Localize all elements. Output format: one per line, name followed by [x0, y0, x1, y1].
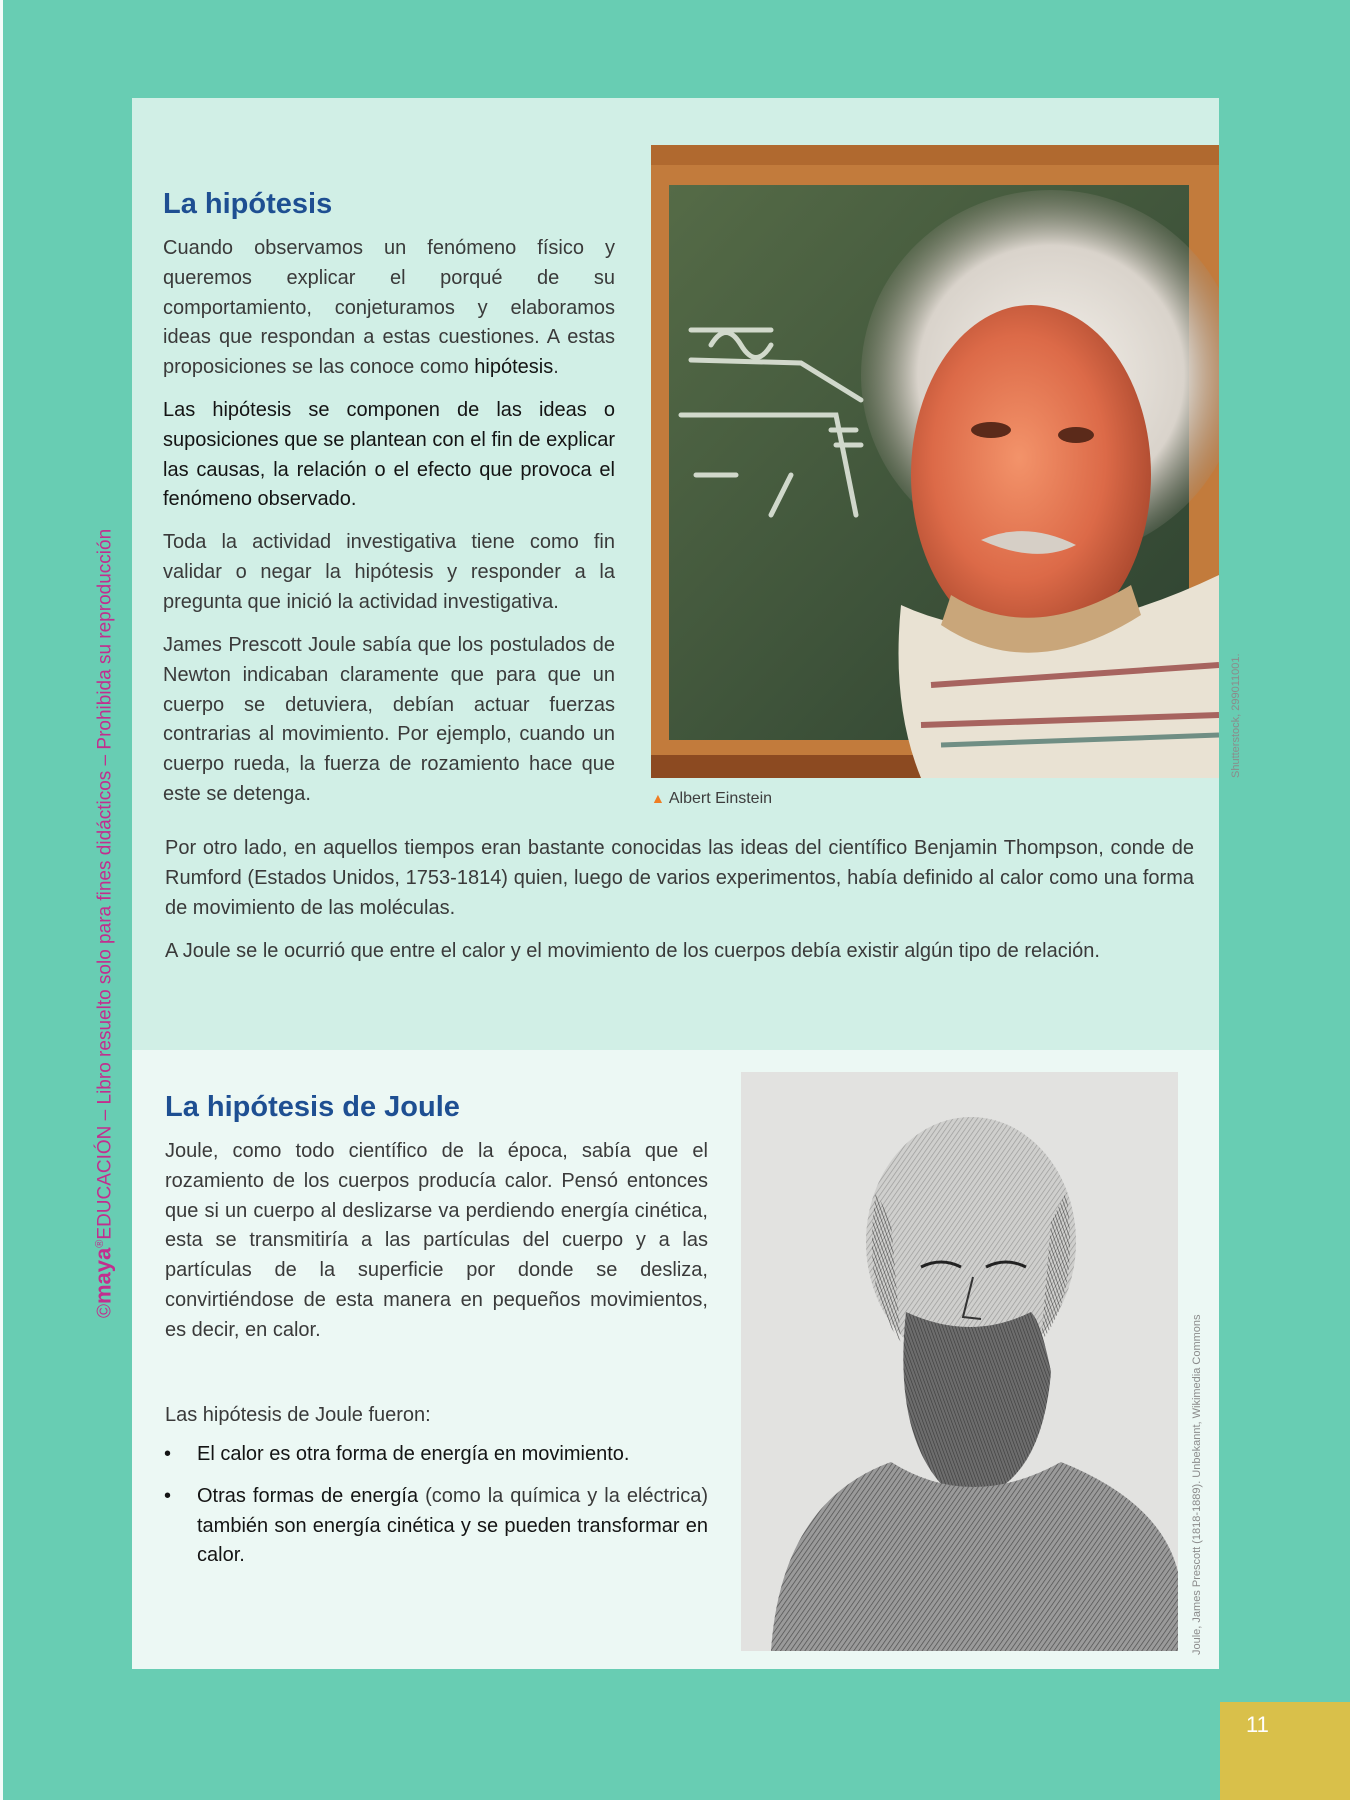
- paragraph-joule-idea: A Joule se le ocurrió que entre el calor y el movimiento de los cuerpos debía existir algún tipo de relación.: [165, 940, 1100, 962]
- paragraph-definition: Las hipótesis se componen de las ideas o suposiciones que se plantean con el fin de explicar las causas, la relación o el efecto que provoca el fenómeno observado.: [163, 399, 615, 511]
- einstein-image-credit: Shutterstock, 299011001.: [1230, 653, 1242, 778]
- list-item: [164, 1440, 708, 1470]
- hypothesis-1: El calor es otra forma de energía en movimiento.: [197, 1443, 630, 1465]
- copyright-symbol: ©: [94, 1304, 116, 1318]
- paragraph-intro: [163, 234, 615, 383]
- caption-triangle-icon: ▲: [651, 790, 665, 806]
- section-title-hipotesis-joule: La hipótesis de Joule: [165, 1091, 460, 1123]
- hypothesis-2-part-c: también son energía cinética y se pueden transformar en calor.: [197, 1514, 708, 1567]
- paragraph-joule-newton: James Prescott Joule sabía que los postulados de Newton indicaban claramente que para que un cuerpo se detuviera, debían actuar fuerzas contrarias al movimiento. Por ejemplo, cuando un cuerpo rueda, la fuerza de rozamiento hace que este se detenga.: [163, 634, 615, 805]
- joule-hypotheses-list: [164, 1440, 708, 1583]
- einstein-caption: [651, 788, 772, 809]
- paragraph-activity: Toda la actividad investigativa tiene como fin validar o negar la hipótesis y responder a la pregunta que inició la actividad investigativa.: [163, 531, 615, 613]
- brand-logo-text: maya: [90, 1247, 116, 1304]
- section-title-hipotesis: La hipótesis: [163, 188, 333, 220]
- paragraph-joule-friction: Joule, como todo científico de la época, sabía que el rozamiento de los cuerpos producía calor. Pensó entonces que si un cuerpo al deslizarse va perdiendo energía cinética, esta se transmitiría a las partículas del cuerpo y a las partículas de la superficie por donde se desliza, convirtiéndose de esta manera en pequeños movimientos, es decir, en calor.: [165, 1140, 708, 1341]
- page-edge: [0, 0, 3, 1800]
- side-note-text: EDUCACIÓN – Libro resuelto solo para fines didácticos – Prohibida su reproducción: [94, 528, 116, 1240]
- term-hipotesis: hipótesis: [474, 356, 554, 379]
- hypothesis-2-part-b: (como la química y la eléctrica): [425, 1484, 708, 1507]
- einstein-photo: [651, 145, 1219, 778]
- einstein-caption-text: Albert Einstein: [668, 790, 773, 807]
- page-number-tab: [1220, 1702, 1350, 1800]
- copyright-side-note: [85, 478, 115, 1318]
- list-intro: Las hipótesis de Joule fueron:: [165, 1404, 431, 1426]
- joule-image-credit: Joule, James Prescott (1818-1889). Unbekannt, Wikimedia Commons: [1191, 1314, 1203, 1655]
- paragraph-intro-end: .: [553, 356, 559, 379]
- list-item: [164, 1482, 708, 1571]
- joule-portrait: [741, 1072, 1178, 1651]
- paragraph-intro-text: Cuando observamos un fenómeno físico y queremos explicar el porqué de su comportamiento, conjeturamos y elaboramos ideas que respondan a estas cuestiones. A estas proposiciones se las conoce como: [163, 237, 615, 379]
- paragraph-rumford: Por otro lado, en aquellos tiempos eran bastante conocidas las ideas del científico Benjamin Thompson, conde de Rumford (Estados Unidos, 1753-1814) quien, luego de varios experimentos, había definido al calor como una forma de movimiento de las moléculas.: [165, 837, 1194, 919]
- hypothesis-2-part-a: Otras formas de energía: [197, 1484, 419, 1507]
- registered-mark: ®: [94, 1239, 106, 1248]
- page-number: 11: [1246, 1712, 1269, 1737]
